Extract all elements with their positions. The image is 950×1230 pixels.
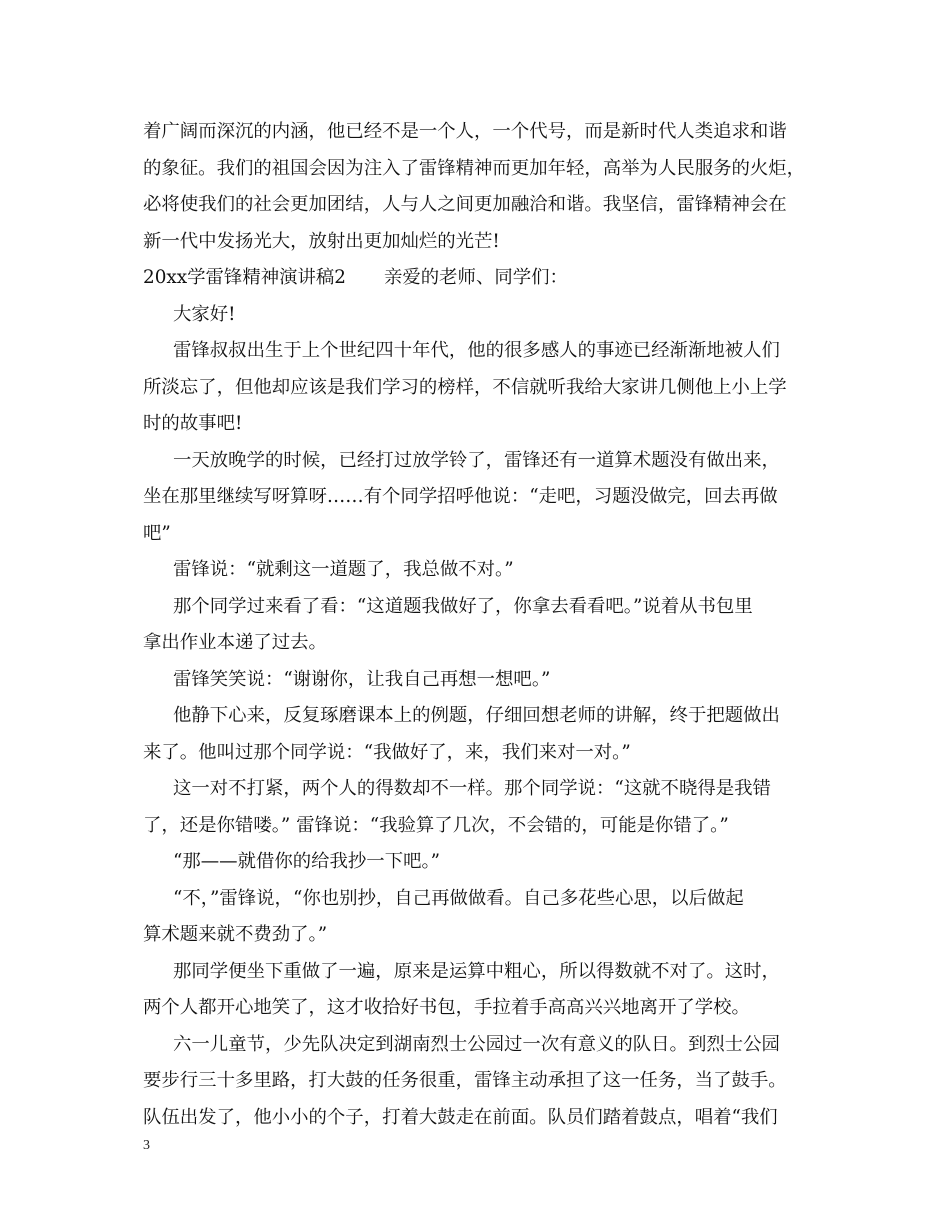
paragraph-line: 算术题来就不费劲了。” <box>143 924 328 945</box>
text-line: 的象征。我们的祖国会因为注入了雷锋精神而更加年轻，高举为人民服务的火炬， <box>143 157 806 179</box>
body-text <box>143 117 811 1139</box>
salutation: 亲爱的老师、同学们： <box>383 267 568 288</box>
paragraph-line: 一天放晚学的时候，已经打过放学铃了，雷锋还有一道算术题没有做出来， <box>173 449 780 471</box>
paragraph-line: 要步行三十多里路，打大鼓的任务很重，雷锋主动承担了这一任务，当了鼓手。 <box>143 1070 787 1091</box>
paragraph-line: 那同学便坐下重做了一遍，原来是运算中粗心，所以得数就不对了。这时， <box>173 960 780 982</box>
paragraph-line: 这一对不打紧，两个人的得数却不一样。那个同学说：“这就不晓得是我错 <box>173 778 771 799</box>
paragraph-line: 那个同学过来看了看：“这道题我做好了，你拿去看看吧。”说着从书包里 <box>173 595 753 617</box>
text-line: 新一代中发扬光大，放射出更加灿烂的光芒! <box>143 230 500 252</box>
paragraph-line: “不，”雷锋说，“你也别抄，自己再做做看。自己多花些心思，以后做起 <box>173 887 744 909</box>
speech-title: 20xx学雷锋精神演讲稿2 <box>143 267 346 288</box>
paragraph-line: “那——就借你的给我抄一下吧。” <box>173 851 441 872</box>
paragraph-line: 吧” <box>143 522 171 544</box>
paragraph-line: 两个人都开心地笑了，这才收拾好书包，手拉着手高高兴兴地离开了学校。 <box>143 997 750 1018</box>
page-number: 3 <box>143 1138 150 1153</box>
heading-line <box>143 263 811 300</box>
paragraph-line: 队伍出发了，他小小的个子，打着大鼓走在前面。队员们踏着鼓点，唱着“我们 <box>143 1106 778 1128</box>
paragraph-line: 拿出作业本递了过去。 <box>143 632 327 653</box>
paragraph-line: 雷锋说：“就剩这一道题了，我总做不对。” <box>173 559 514 580</box>
text-line: 着广阔而深沉的内涵，他已经不是一个人，一个代号，而是新时代人类追求和谐 <box>143 121 787 142</box>
paragraph-line: 六一儿童节，少先队决定到湖南烈士公园过一次有意义的队日。到烈士公园 <box>173 1033 780 1055</box>
paragraph-line: 了，还是你错喽。” 雷锋说：“我验算了几次，不会错的，可能是你错了。” <box>143 814 729 836</box>
paragraph-line: 坐在那里继续写呀算呀……有个同学招呼他说：“走吧，习题没做完，回去再做 <box>143 486 778 507</box>
text-line: 必将使我们的社会更加团结，人与人之间更加融洽和谐。我坚信，雷锋精神会在 <box>143 194 787 215</box>
paragraph-line: 雷锋笑笑说：“谢谢你，让我自己再想一想吧。” <box>173 668 551 690</box>
paragraph-line: 时的故事吧! <box>143 413 243 434</box>
paragraph-line: 来了。他叫过那个同学说：“我做好了，来，我们来对一对。” <box>143 741 631 763</box>
paragraph-line: 雷锋叔叔出生于上个世纪四十年代，他的很多感人的事迹已经渐渐地被人们 <box>173 340 780 361</box>
paragraph-line: 大家好! <box>173 303 236 325</box>
paragraph-line: 所淡忘了，但他却应该是我们学习的榜样，不信就听我给大家讲几侧他上小上学 <box>143 376 787 398</box>
paragraph-line: 他静下心来，反复琢磨课本上的例题，仔细回想老师的讲解，终于把题做出 <box>173 705 780 726</box>
